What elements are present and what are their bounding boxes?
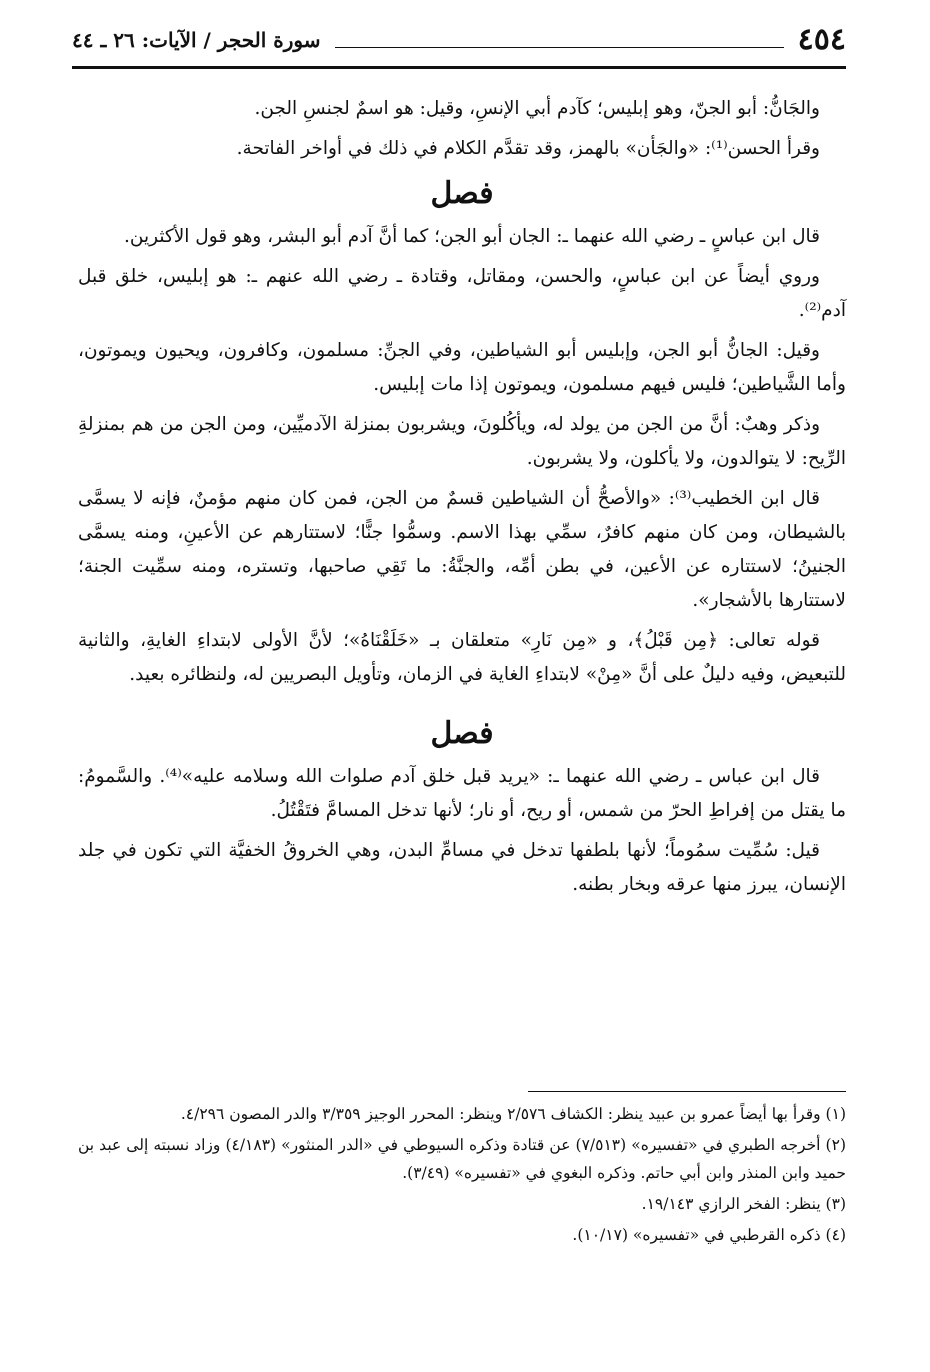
- page-number: ٤٥٤: [797, 22, 846, 57]
- paragraph: والجَانُّ: أبو الجنّ، وهو إبليس؛ كآدم أبي الإنسِ، وقيل: هو اسمٌ لجنسِ الجن.: [254, 98, 820, 119]
- paragraph: وقرأ الحسن⁽¹⁾: «والجَأن» بالهمز، وقد تقدَّم الكلام في ذلك في أواخر الفاتحة.: [236, 138, 820, 159]
- footnote: (١) وقرأ بها أيضاً عمرو بن عبيد ينظر: الكشاف ٢/٥٧٦ وينظر: المحرر الوجيز ٣/٣٥٩ والدر المصون ٤/٢٩٦.: [180, 1105, 846, 1123]
- paragraph: قيل: سُمِّيت سمُوماً؛ لأنها بلطفها تدخل في مسامِّ البدن، وهي الخروقُ الخفيَّة التي تكون في جلد الإنسان، يبرز منها عرقه وبخار بطنه.: [78, 840, 846, 895]
- header-rule: [335, 47, 784, 48]
- running-title: سورة الحجر / الآيات: ٢٦ ـ ٤٤: [72, 28, 321, 52]
- footnotes: [78, 1100, 846, 1252]
- paragraph: قال ابن عباسٍ ـ رضي الله عنهما ـ: الجان أبو الجن؛ كما أنَّ آدم أبو البشر، وهو قول الأكثرين.: [124, 226, 820, 247]
- footnote: (٢) أخرجه الطبري في «تفسيره» (٧/٥١٣) عن قتادة وذكره السيوطي في «الدر المنثور» (٤/١٨٣) وزاد نسبته إلى عبد بن حميد وابن المنذر وابن أبي حاتم. وذكره البغوي في «تفسيره» (٣/٤٩).: [78, 1136, 846, 1182]
- footnote: (٣) ينظر: الفخر الرازي ١٩/١٤٣.: [641, 1195, 846, 1213]
- header-divider: [72, 66, 846, 69]
- paragraph: قال ابن عباس ـ رضي الله عنهما ـ: «يريد قبل خلق آدم صلوات الله وسلامه عليه»⁽⁴⁾. والسَّمومُ: ما يقتل من إفراطِ الحرّ من شمس، أو ريح، أو نار؛ لأنها تدخل المسامَّ فتَقْتُلُ.: [78, 766, 846, 821]
- paragraph: وقيل: الجانُّ أبو الجن، وإبليس أبو الشياطين، وفي الجنِّ: مسلمون، وكافرون، ويحيون ويموتون، وأما الشَّياطين؛ فليس فيهم مسلمون، ويموتون إذا مات إبليس.: [78, 340, 846, 395]
- page-header: [72, 22, 846, 58]
- paragraph: وذكر وهبٌ: أنَّ من الجن من يولد له، ويأكُلونَ، ويشربون بمنزلة الآدميِّين، ومن الجن من هم بمنزلةِ الرِّيح: لا يتوالدون، ولا يأكلون، ولا يشربون.: [78, 414, 846, 469]
- section-heading: فصل: [430, 176, 494, 211]
- paragraph: قوله تعالى: ﴿مِن قَبْلُ﴾، و «مِن نَارِ» متعلقان بـ «خَلَقْنَاهُ»؛ لأنَّ الأولى لابتداءِ الغايةِ، والثانية للتبعيض، وفيه دليلٌ على أنَّ «مِنْ» لابتداءِ الغاية في الزمان، وتأويل البصريين له، ولنظائره بعيد.: [78, 630, 846, 685]
- section-heading: فصل: [430, 716, 494, 751]
- paragraph: قال ابن الخطيب⁽³⁾: «والأصحُّ أن الشياطين قسمٌ من الجن، فمن كان منهم مؤمنٌ، فإنه لا يسمَّى بالشيطان، ومن كان منهم كافرٌ، سمِّي بهذا الاسم. وسمُّوا جنًّا؛ لاستتارهم عن الأعينِ، ومنه يسمَّى الجنينُ؛ لاستتاره عن الأعين، في بطن أمِّه، والجنَّةُ: ما تَقِي صاحبها، وتستره، ومنه سمِّيت الجنة؛ لاستتارها بالأشجار».: [78, 488, 846, 611]
- footnote: (٤) ذكره القرطبي في «تفسيره» (١٠/١٧).: [572, 1226, 846, 1244]
- paragraph: وروي أيضاً عن ابن عباسٍ، والحسن، ومقاتل، وقتادة ـ رضي الله عنهم ـ: هو إبليس، خلق قبل آدم⁽²⁾.: [78, 266, 846, 321]
- footnote-divider: [528, 1091, 846, 1092]
- body-text: [78, 92, 846, 908]
